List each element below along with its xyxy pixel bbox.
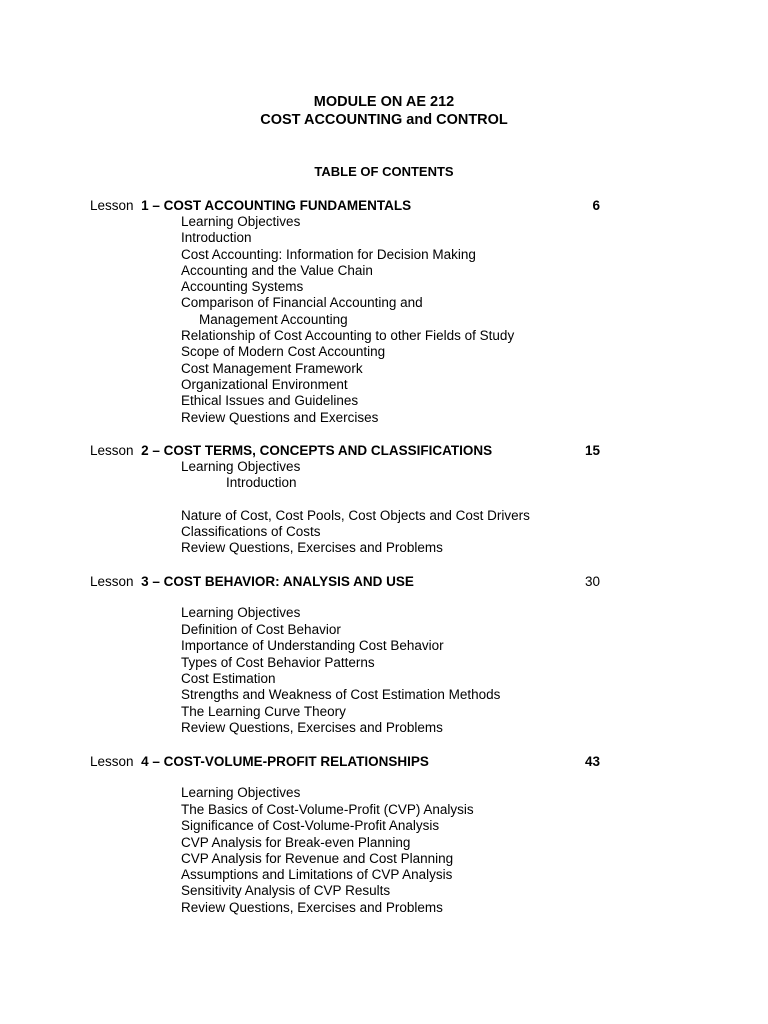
toc-item: Types of Cost Behavior Patterns xyxy=(181,655,375,670)
lesson-title: – COST TERMS, CONCEPTS AND CLASSIFICATIONS xyxy=(148,443,493,458)
module-title: MODULE ON AE 212 xyxy=(313,94,455,110)
toc-item: Comparison of Financial Accounting and xyxy=(181,295,423,310)
toc-item: Assumptions and Limitations of CVP Analysis xyxy=(181,867,453,882)
toc-item: Learning Objectives xyxy=(181,785,301,800)
toc-item: Organizational Environment xyxy=(181,377,348,392)
toc-item: Management Accounting xyxy=(199,312,348,327)
toc-item: Definition of Cost Behavior xyxy=(181,622,341,637)
toc-item: Learning Objectives xyxy=(181,459,301,474)
lesson-1-heading xyxy=(90,197,600,214)
lesson-3-heading xyxy=(90,573,600,590)
lesson-number: 2 xyxy=(141,443,149,458)
toc-item: The Basics of Cost-Volume-Profit (CVP) Analysis xyxy=(181,802,474,817)
toc-item: Importance of Understanding Cost Behavior xyxy=(181,638,444,653)
toc-item: Introduction xyxy=(226,475,297,490)
toc-item: Review Questions, Exercises and Problems xyxy=(181,900,443,915)
toc-item: Introduction xyxy=(181,230,252,245)
lesson-title: – COST BEHAVIOR: ANALYSIS AND USE xyxy=(148,574,414,589)
toc-item: Nature of Cost, Cost Pools, Cost Objects and Cost Drivers xyxy=(181,508,530,523)
toc-item: Review Questions, Exercises and Problems xyxy=(181,540,443,555)
toc-item: Strengths and Weakness of Cost Estimation Methods xyxy=(181,687,501,702)
toc-item: Sensitivity Analysis of CVP Results xyxy=(181,883,391,898)
toc-item: CVP Analysis for Break-even Planning xyxy=(181,835,411,850)
course-title: COST ACCOUNTING and CONTROL xyxy=(260,112,508,128)
toc-item: Cost Accounting: Information for Decision Making xyxy=(181,247,476,262)
toc-item: Review Questions, Exercises and Problems xyxy=(181,720,443,735)
toc-item: The Learning Curve Theory xyxy=(181,704,346,719)
lesson-title: – COST-VOLUME-PROFIT RELATIONSHIPS xyxy=(148,754,429,769)
toc-item: Accounting Systems xyxy=(181,279,304,294)
lesson-page-number: 30 xyxy=(584,574,600,589)
toc-item: Learning Objectives xyxy=(181,214,301,229)
lesson-number: 3 xyxy=(141,574,149,589)
lesson-page-number: 43 xyxy=(584,754,600,769)
lesson-title: – COST ACCOUNTING FUNDAMENTALS xyxy=(148,198,412,213)
lesson-2-heading xyxy=(90,442,600,459)
lesson-4-heading xyxy=(90,753,600,770)
toc-item: Learning Objectives xyxy=(181,605,301,620)
toc-item: Ethical Issues and Guidelines xyxy=(181,393,359,408)
lesson-word: Lesson xyxy=(90,443,134,458)
lesson-word: Lesson xyxy=(90,754,134,769)
lesson-page-number: 6 xyxy=(592,198,600,213)
toc-item: Relationship of Cost Accounting to other Fields of Study xyxy=(181,328,515,343)
lesson-page-number: 15 xyxy=(584,443,600,458)
toc-item: CVP Analysis for Revenue and Cost Planning xyxy=(181,851,454,866)
toc-item: Classifications of Costs xyxy=(181,524,321,539)
toc-item: Review Questions and Exercises xyxy=(181,410,379,425)
toc-item: Cost Estimation xyxy=(181,671,276,686)
lesson-word: Lesson xyxy=(90,198,134,213)
lesson-number: 1 xyxy=(141,198,149,213)
toc-item: Significance of Cost-Volume-Profit Analysis xyxy=(181,818,440,833)
toc-item: Accounting and the Value Chain xyxy=(181,263,373,278)
toc-item: Cost Management Framework xyxy=(181,361,363,376)
toc-item: Scope of Modern Cost Accounting xyxy=(181,344,386,359)
toc-heading: TABLE OF CONTENTS xyxy=(314,164,454,179)
lesson-word: Lesson xyxy=(90,574,134,589)
lesson-number: 4 xyxy=(141,754,149,769)
